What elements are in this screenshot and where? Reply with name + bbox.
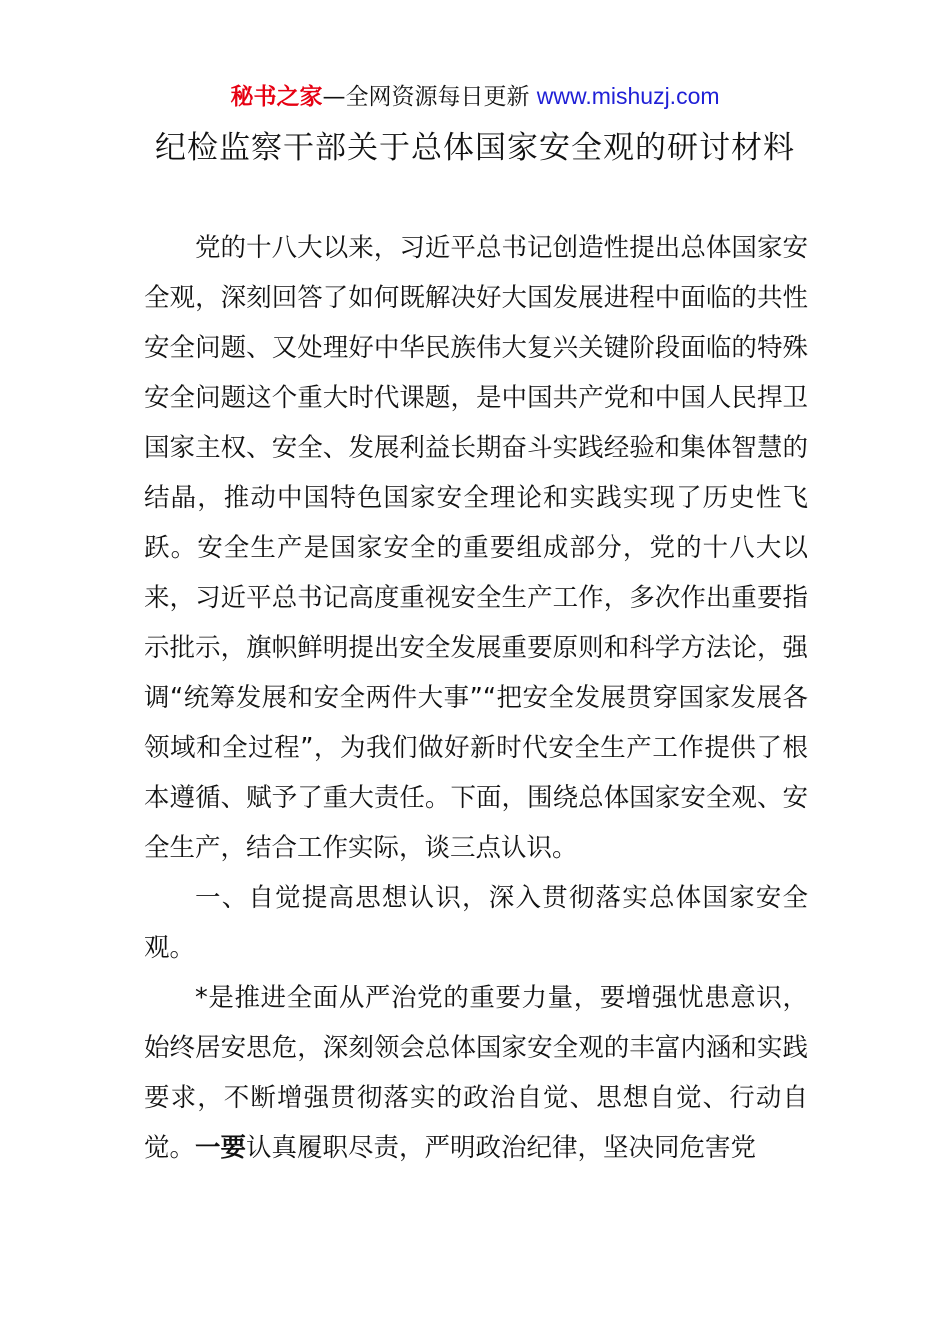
paragraph-intro: 党的十八大以来，习近平总书记创造性提出总体国家安全观，深刻回答了如何既解决好大国发展进程中面临的共性安全问题、又处理好中华民族伟大复兴关键阶段面临的特殊安全问题这个重大时代课题，是中国共产党和中国人民捍卫国家主权、安全、发展利益长期奋斗实践经验和集体智慧的结晶，推动中国特色国家安全理论和实践实现了历史性飞跃。安全生产是国家安全的重要组成部分，党的十八大以来，习近平总书记高度重视安全生产工作，多次作出重要指示批示，旗帜鲜明提出安全发展重要原则和科学方法论，强调“统筹发展和安全两件大事”“把安全发展贯穿国家发展各领域和全过程”，为我们做好新时代安全生产工作提供了根本遵循、赋予了重大责任。下面，围绕总体国家安全观、安全生产，结合工作实际，谈三点认识。 [144,233,808,863]
document-body [144,223,808,1173]
paragraph-lead-text: *是推进全面从严治党的重要力量，要增强忧患意识，始终居安思危，深刻领会总体国家安全观的丰富内涵和实践要求，不断增强贯彻落实的政治自觉、思想自觉、行动自觉。 [144,983,808,1163]
site-url-link[interactable]: www.mishuzj.com [536,83,720,109]
paragraph-rest-text: 认真履职尽责，严明政治纪律，坚决同危害党 [246,1133,757,1163]
document-title: 纪检监察干部关于总体国家安全观的研讨材料 [155,130,795,166]
bold-keyword: 一要 [195,1133,247,1163]
paragraph-section-one-body [144,973,808,1173]
paragraph-section-one-heading: 一、自觉提高思想认识，深入贯彻落实总体国家安全观。 [144,883,808,963]
site-header [0,80,950,113]
header-slogan: —全网资源每日更新 [322,84,530,110]
brand-name: 秘书之家 [230,84,323,110]
